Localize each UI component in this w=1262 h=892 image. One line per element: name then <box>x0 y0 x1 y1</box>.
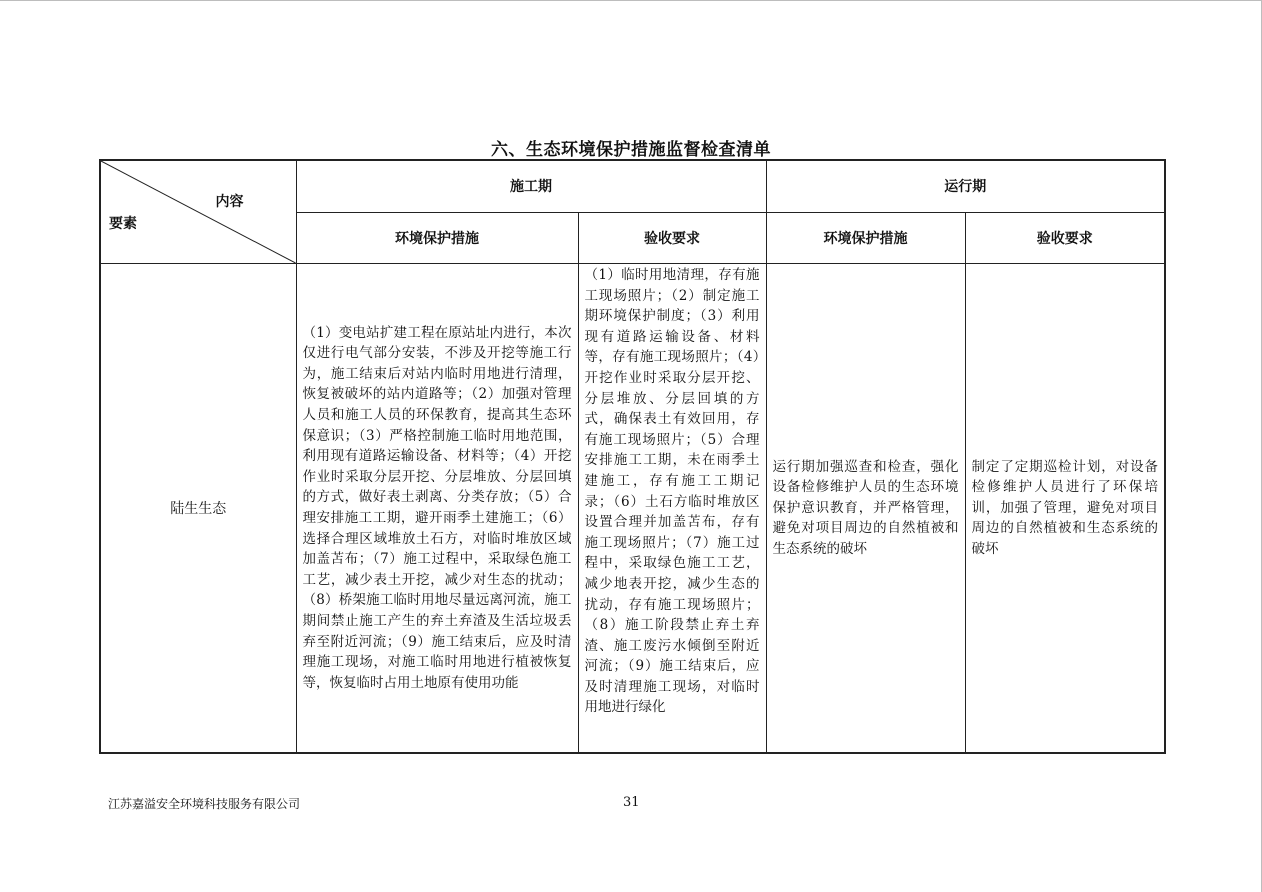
construction-period-header: 施工期 <box>296 160 766 212</box>
element-cell: 陆生生态 <box>100 264 296 754</box>
corner-header-cell <box>100 160 296 264</box>
construction-acceptance-text: （1）临时用地清理，存有施工现场照片；（2）制定施工期环境保护制度；（3）利用现有道路运输设备、材料等，存有施工现场照片；（4）开挖作业时采取分层开挖、分层堆放、分层回填的方式，确保表土有效回用，存有施工现场照片；（5）合理安排施工工期，未在雨季土建施工，存有施工工期记录；（6）土石方临时堆放区设置合理并加盖苫布，存有施工现场照片；（7）施工过程中，采取绿色施工工艺，减少地表开挖，减少生态的扰动，存有施工现场照片；（8）施工阶段禁止弃土弃渣、施工废污水倾倒至附近河流；（9）施工结束后，应及时清理施工现场，对临时用地进行绿化 <box>584 267 760 716</box>
construction-measures-cell: （1）变电站扩建工程在原站址内进行，本次仅进行电气部分安装，不涉及开挖等施工行为，施工结束后对站内临时用地进行清理，恢复被破坏的站内道路等；（2）加强对管理人员和施工人员的环保教育，提高其生态环保意识；（3）严格控制施工临时用地范围，利用现有道路运输设备、材料等；（4）开挖作业时采取分层开挖、分层堆放、分层回填的方式，做好表土剥离、分类存放；（5）合理安排施工工期，避开雨季土建施工；（6）选择合理区域堆放土石方，对临时堆放区域加盖苫布；（7）施工过程中，采取绿色施工工艺，减少表土开挖，减少对生态的扰动；（8）桥架施工临时用地尽量远离河流，施工期间禁止施工产生的弃土弃渣及生活垃圾丢弃至附近河流；（9）施工结束后，应及时清理施工现场，对施工临时用地进行植被恢复等，恢复临时占用土地原有使用功能 <box>296 264 578 754</box>
operation-acceptance-cell: 制定了定期巡检计划，对设备检修维护人员进行了环保培训，加强了管理，避免对项目周边的自然植被和生态系统的破坏 <box>965 264 1165 754</box>
operation-measures-header: 环境保护措施 <box>766 212 965 264</box>
page-top-border <box>0 0 1262 1</box>
footer-company: 江苏嘉溢安全环境科技服务有限公司 <box>108 797 301 811</box>
table-row <box>100 264 1165 754</box>
operation-acceptance-header: 验收要求 <box>965 212 1165 264</box>
corner-label-element: 要素 <box>109 216 137 232</box>
page-title: 六、生态环境保护措施监督检查清单 <box>491 140 771 160</box>
corner-diagonal-line <box>101 161 296 263</box>
construction-acceptance-cell <box>578 264 766 754</box>
operation-measures-cell: 运行期加强巡查和检查，强化设备检修维护人员的生态环境保护意识教育，并严格管理，避免对项目周边的自然植被和生态系统的破坏 <box>766 264 965 754</box>
footer-page-number: 31 <box>623 795 640 810</box>
construction-measures-header: 环境保护措施 <box>296 212 578 264</box>
construction-acceptance-header: 验收要求 <box>578 212 766 264</box>
corner-label-content: 内容 <box>215 194 244 210</box>
operation-period-header: 运行期 <box>766 160 1165 212</box>
inspection-table <box>99 159 1166 754</box>
